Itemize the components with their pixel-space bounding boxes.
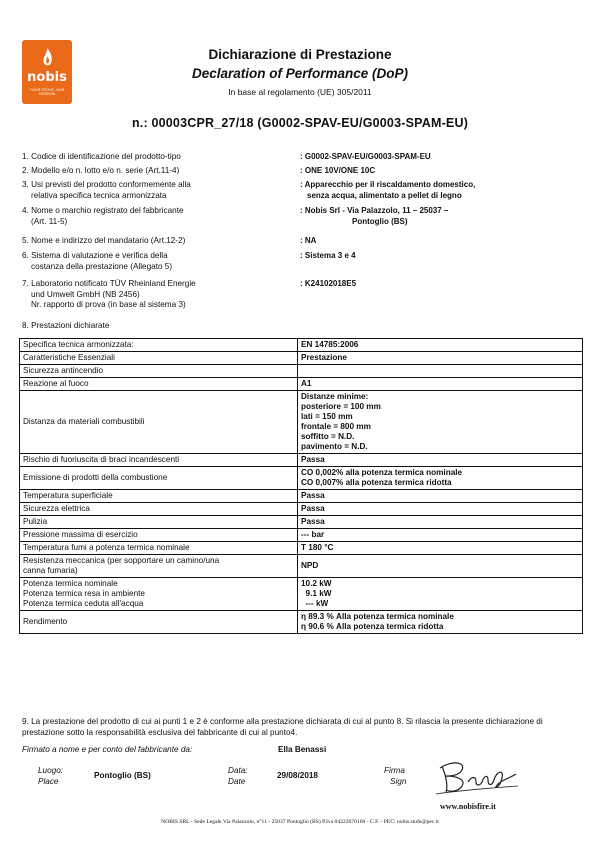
table-row <box>20 490 583 503</box>
characteristic-cell: Distanza da materiali combustibili <box>20 391 298 454</box>
company-footer: NOBIS SRL - Sede Legale Via Palazzolo, n°11 - 25037 Pontoglio (BS) P.Iva 04222670160 - C.F. - PEC: nobis.stufe@pec.it <box>161 819 439 825</box>
flame-icon <box>42 48 53 68</box>
performance-cell <box>298 365 583 378</box>
performance-cell <box>298 391 583 454</box>
item-4-value: : Nobis Srl - Via Palazzolo, 11 – 25037 – Pontoglio (BS) <box>300 206 449 226</box>
performance-line: --- kW <box>301 599 329 608</box>
performance-line: posteriore = 100 mm <box>301 402 381 411</box>
item-7-value: : K24102018E5 <box>300 279 357 288</box>
performance-cell: Passa <box>298 503 583 516</box>
item-2-value: : ONE 10V/ONE 10C <box>300 166 376 175</box>
logo-name: nobis <box>27 70 67 85</box>
characteristic-cell: Sicurezza elettrica <box>20 503 298 516</box>
item-5-label: 5. Nome e indirizzo del mandatario (Art.12-2) <box>22 236 186 245</box>
performance-cell <box>298 611 583 634</box>
table-row <box>20 467 583 490</box>
table-row <box>20 378 583 391</box>
item-1-label: 1. Codice di identificazione del prodotto-tipo <box>22 152 181 161</box>
brand-logo <box>22 40 72 104</box>
characteristic-cell: Temperatura fumi a potenza termica nominale <box>20 542 298 555</box>
performance-line: soffitto = N.D. <box>301 432 355 441</box>
date-label-it: Data: <box>228 766 248 775</box>
characteristic-line: canna fumaria) <box>23 566 78 575</box>
date-value: 29/08/2018 <box>277 771 318 780</box>
performance-cell: A1 <box>298 378 583 391</box>
date-label-en: Date <box>228 777 246 786</box>
table-row <box>20 578 583 611</box>
performance-line: 10.2 kW <box>301 579 332 588</box>
performance-cell: NPD <box>298 555 583 578</box>
table-row <box>20 365 583 378</box>
place-label-en: Place <box>38 777 59 786</box>
item-7-label: 7. Laboratorio notificato TÜV Rheinland Energie und Umwelt GmbH (NB 2456) Nr. rapporto di prova (in base al sistema 3) <box>22 279 196 310</box>
logo-tagline: YOUR STOVE, OUR PASSION <box>29 88 65 96</box>
characteristic-cell: Temperatura superficiale <box>20 490 298 503</box>
characteristic-cell: Rischio di fuoriuscita di braci incandescenti <box>20 454 298 467</box>
table-row <box>20 516 583 529</box>
performance-cell: Passa <box>298 454 583 467</box>
item-1-value: : G0002-SPAV-EU/G0003-SPAM-EU <box>300 152 431 161</box>
signer-name: Ella Benassi <box>278 745 327 754</box>
title-italian: Dichiarazione di Prestazione <box>208 47 392 62</box>
performance-line: CO 0,002% alla potenza termica nominale <box>301 468 463 477</box>
characteristic-cell: Rendimento <box>20 611 298 634</box>
performance-cell <box>298 578 583 611</box>
title-english: Declaration of Performance (DoP) <box>191 66 409 81</box>
table-row <box>20 503 583 516</box>
performance-cell: EN 14785:2006 <box>298 339 583 352</box>
performance-cell: --- bar <box>298 529 583 542</box>
table-row <box>20 339 583 352</box>
place-value: Pontoglio (BS) <box>94 771 151 780</box>
characteristic-cell: Pulizia <box>20 516 298 529</box>
performance-cell: Passa <box>298 516 583 529</box>
item-6-label: 6. Sistema di valutazione e verifica della costanza della prestazione (Allegato 5) <box>22 251 173 271</box>
conformity-note: 9. La prestazione del prodotto di cui ai punti 1 e 2 è conforme alla prestazione dichiarata di cui al punto 8. Si rilascia la presente dichiarazione di prestazione sotto la responsabilità esclusiva del fabbricante di cui al punto4. <box>22 717 543 737</box>
performance-table <box>19 338 583 634</box>
table-row <box>20 454 583 467</box>
item-5-value: : NA <box>300 236 317 245</box>
performance-cell: Prestazione <box>298 352 583 365</box>
characteristic-cell: Specifica tecnica armonizzata: <box>20 339 298 352</box>
performance-line: lati = 150 mm <box>301 412 353 421</box>
item-8-label: 8. Prestazioni dichiarate <box>22 321 110 330</box>
item-3-value: : Apparecchio per il riscaldamento domestico, senza acqua, alimentato a pellet di legno <box>300 180 476 200</box>
table-row <box>20 555 583 578</box>
place-label-it: Luogo: <box>38 766 64 775</box>
sign-label-it: Firma <box>384 766 405 775</box>
table-row <box>20 529 583 542</box>
item-4-label: 4. Nome o marchio registrato del fabbricante (Art. 11-5) <box>22 206 184 226</box>
performance-line: pavimento = N.D. <box>301 442 368 451</box>
characteristic-cell: Pressione massima di esercizio <box>20 529 298 542</box>
performance-line: η 89.3 % Alla potenza termica nominale <box>301 612 454 621</box>
table-row <box>20 611 583 634</box>
characteristic-cell: Sicurezza antincendio <box>20 365 298 378</box>
characteristic-cell: Caratteristiche Essenziali <box>20 352 298 365</box>
table-row <box>20 542 583 555</box>
performance-cell <box>298 467 583 490</box>
item-2-label: 2. Modello e/o n. lotto e/o n. serie (Art.11-4) <box>22 166 180 175</box>
sign-label-en: Sign <box>390 777 407 786</box>
characteristic-line: Potenza termica resa in ambiente <box>23 589 145 598</box>
handwritten-signature <box>432 756 522 796</box>
document-number: n.: 00003CPR_27/18 (G0002-SPAV-EU/G0003-SPAM-EU) <box>131 116 469 130</box>
performance-line: frontale = 800 mm <box>301 422 371 431</box>
characteristic-cell: Reazione al fuoco <box>20 378 298 391</box>
website-link[interactable]: www.nobisfire.it <box>440 802 496 811</box>
performance-cell: Passa <box>298 490 583 503</box>
performance-line: 9.1 kW <box>301 589 332 598</box>
performance-line: CO 0,007% alla potenza termica ridotta <box>301 478 452 487</box>
item-6-value: : Sistema 3 e 4 <box>300 251 356 260</box>
characteristic-cell: Emissione di prodotti della combustione <box>20 467 298 490</box>
characteristic-cell <box>20 578 298 611</box>
performance-line: Distanze minime: <box>301 392 369 401</box>
characteristic-cell <box>20 555 298 578</box>
performance-line: η 90.6 % Alla potenza termica ridotta <box>301 622 444 631</box>
table-row <box>20 352 583 365</box>
item-3-label: 3. Usi previsti del prodotto conformemente alla relativa specifica tecnica armonizzata <box>22 180 191 200</box>
table-row <box>20 391 583 454</box>
characteristic-line: Potenza termica ceduta all'acqua <box>23 599 144 608</box>
regulation-reference: In base al regolamento (UE) 305/2011 <box>228 87 372 97</box>
characteristic-line: Resistenza meccanica (per sopportare un camino/una <box>23 556 220 565</box>
signed-by-label: Firmato a nome e per conto del fabbricante da: <box>22 745 193 754</box>
performance-cell: T 180 °C <box>298 542 583 555</box>
characteristic-line: Potenza termica nominale <box>23 579 118 588</box>
